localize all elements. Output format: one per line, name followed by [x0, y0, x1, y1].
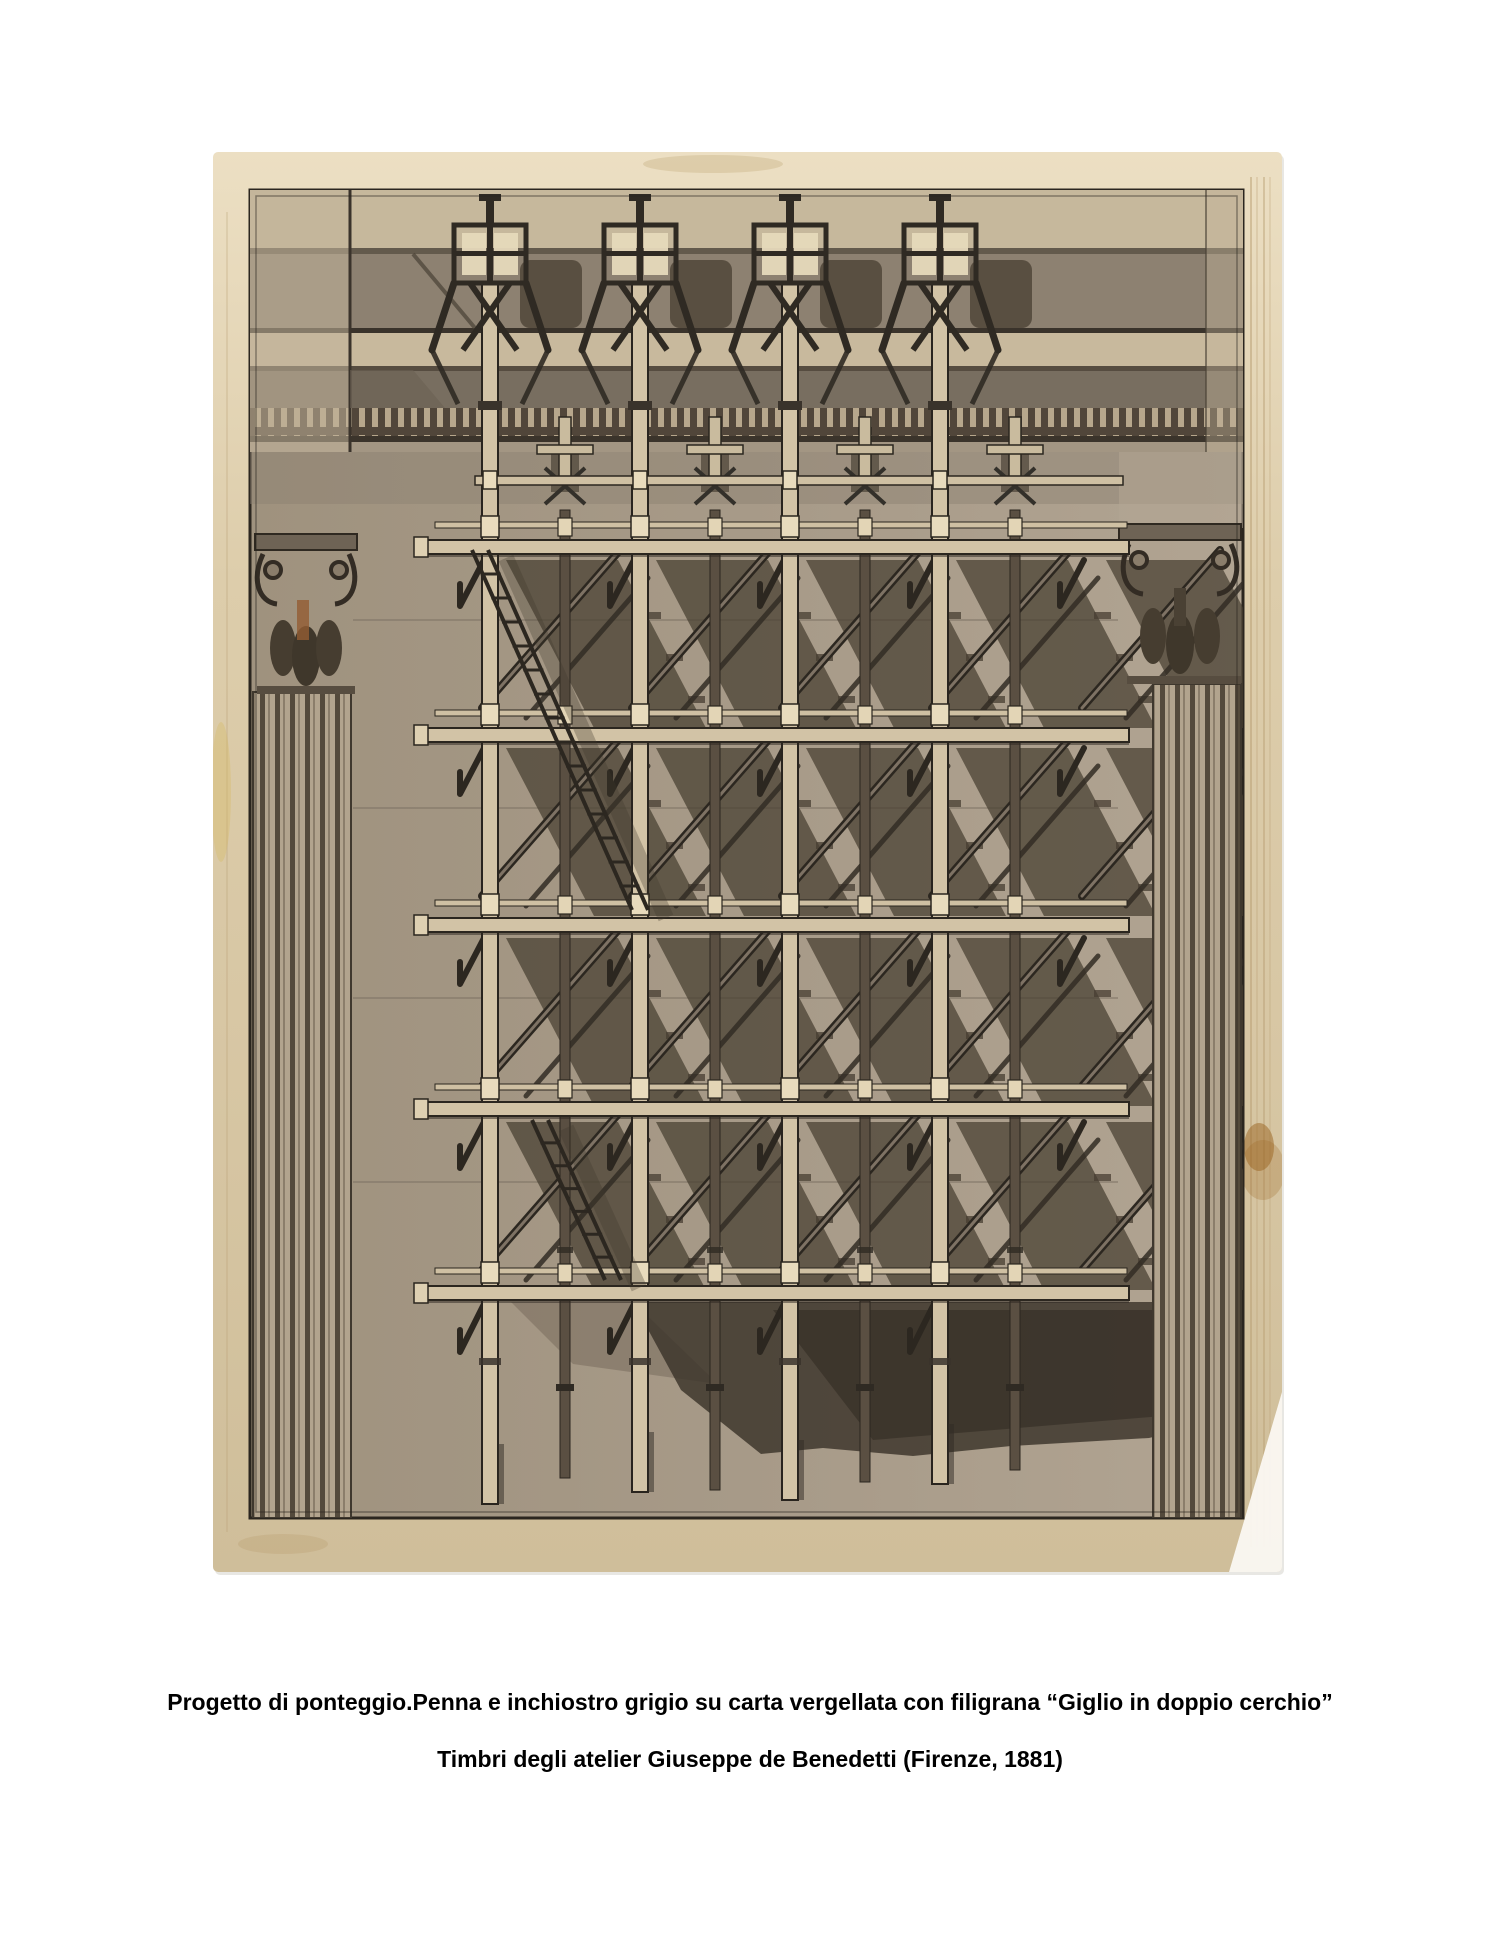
caption-line-1: Progetto di ponteggio.Penna e inchiostro grigio su carta vergellata con filigrana “Giglio in doppio cerchio”: [167, 1689, 1333, 1715]
artwork-scan: [213, 152, 1282, 1572]
artwork-drawing: [213, 152, 1282, 1572]
caption-block: [0, 1689, 1500, 1773]
caption-line-2: Timbri degli atelier Giuseppe de Benedetti (Firenze, 1881): [437, 1746, 1063, 1772]
